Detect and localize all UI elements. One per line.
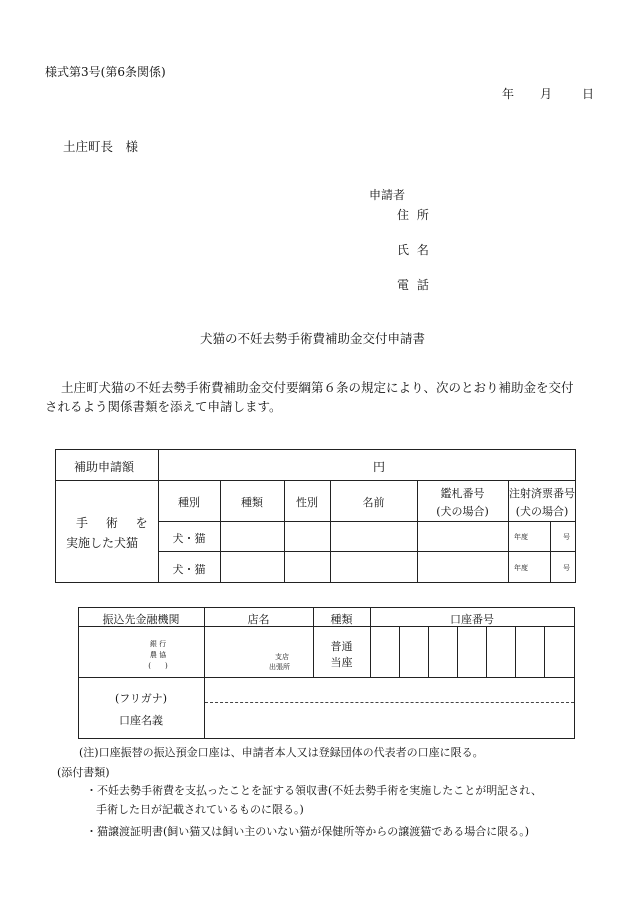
holder-label: 口座名義 <box>119 714 163 727</box>
header-tag-note: (犬の場合) <box>436 505 489 518</box>
attachments-heading: (添付書類) <box>57 766 110 779</box>
row1-number-unit: 号 <box>563 533 570 541</box>
option-bank: 銀 行 <box>149 640 167 648</box>
applicant-phone-label: 電 話 <box>397 278 429 292</box>
furigana-label: (フリガナ) <box>114 692 168 705</box>
furigana-field[interactable] <box>206 682 572 700</box>
header-tag-number: 鑑札番号 <box>440 487 485 500</box>
header-institution: 振込先金融機関 <box>102 613 180 626</box>
row2-type: 犬・猫 <box>172 563 206 576</box>
form-number: 様式第3号(第6条関係) <box>45 65 166 79</box>
amount-label: 補助申請額 <box>74 460 135 474</box>
row1-fiscal-year: 年度 <box>514 533 528 541</box>
header-vaccine-note: (犬の場合) <box>515 505 569 518</box>
bank-note: (注)口座振替の振込預金口座は、申請者本人又は登録団体の代表者の口座に限る。 <box>79 746 484 759</box>
attachment-item1-line1: ・不妊去勢手術費を支払ったことを証する領収書(不妊去勢手術を実施したことが明記され、 <box>86 784 542 797</box>
amount-unit: 円 <box>373 460 386 474</box>
option-office: 出張所 <box>269 663 290 671</box>
attachment-item2: ・猫譲渡証明書(飼い猫又は飼い主のいない猫が保健所等からの譲渡猫である場合に限る。) <box>86 825 530 838</box>
header-branch: 店名 <box>247 613 270 626</box>
amount-field[interactable] <box>180 458 370 474</box>
animal-label-line2: 実施した犬猫 <box>66 536 139 550</box>
applicant-address-label: 住 所 <box>397 208 429 222</box>
row2-number-unit: 号 <box>563 564 570 572</box>
header-account-number: 口座番号 <box>450 613 494 626</box>
animal-label-line1: 手 術 を <box>76 516 148 530</box>
option-current: 当座 <box>330 656 353 669</box>
holder-field[interactable] <box>206 705 572 735</box>
date-year-label: 年 <box>502 87 515 101</box>
header-account-type: 種類 <box>330 613 353 626</box>
header-name: 名前 <box>362 496 385 509</box>
option-ordinary: 普通 <box>330 640 353 653</box>
row2-fiscal-year: 年度 <box>514 564 528 572</box>
date-month-label: 月 <box>540 87 553 101</box>
header-sex: 性別 <box>296 496 318 509</box>
body-text: 土庄町犬猫の不妊去勢手術費補助金交付要綱第６条の規定により、次のとおり補助金を交付されるよう関係書類を添えて申請します。 <box>45 380 574 414</box>
addressee: 土庄町長 様 <box>63 139 139 154</box>
header-breed: 種類 <box>241 496 263 509</box>
applicant-heading: 申請者 <box>369 188 406 202</box>
header-kind: 種別 <box>178 496 200 509</box>
option-agri: 農 協 <box>149 651 167 659</box>
attachment-item1-line2: 手術した日が記載されているものに限る。) <box>96 803 304 816</box>
header-vaccine-number: 注射済票番号 <box>509 487 575 500</box>
option-branch: 支店 <box>275 653 289 661</box>
document-title: 犬猫の不妊去勢手術費補助金交付申請書 <box>200 331 426 346</box>
date-day-label: 日 <box>582 87 595 101</box>
row1-type: 犬・猫 <box>172 532 206 545</box>
applicant-name-label: 氏 名 <box>397 243 429 257</box>
option-other: ( ) <box>148 662 168 670</box>
